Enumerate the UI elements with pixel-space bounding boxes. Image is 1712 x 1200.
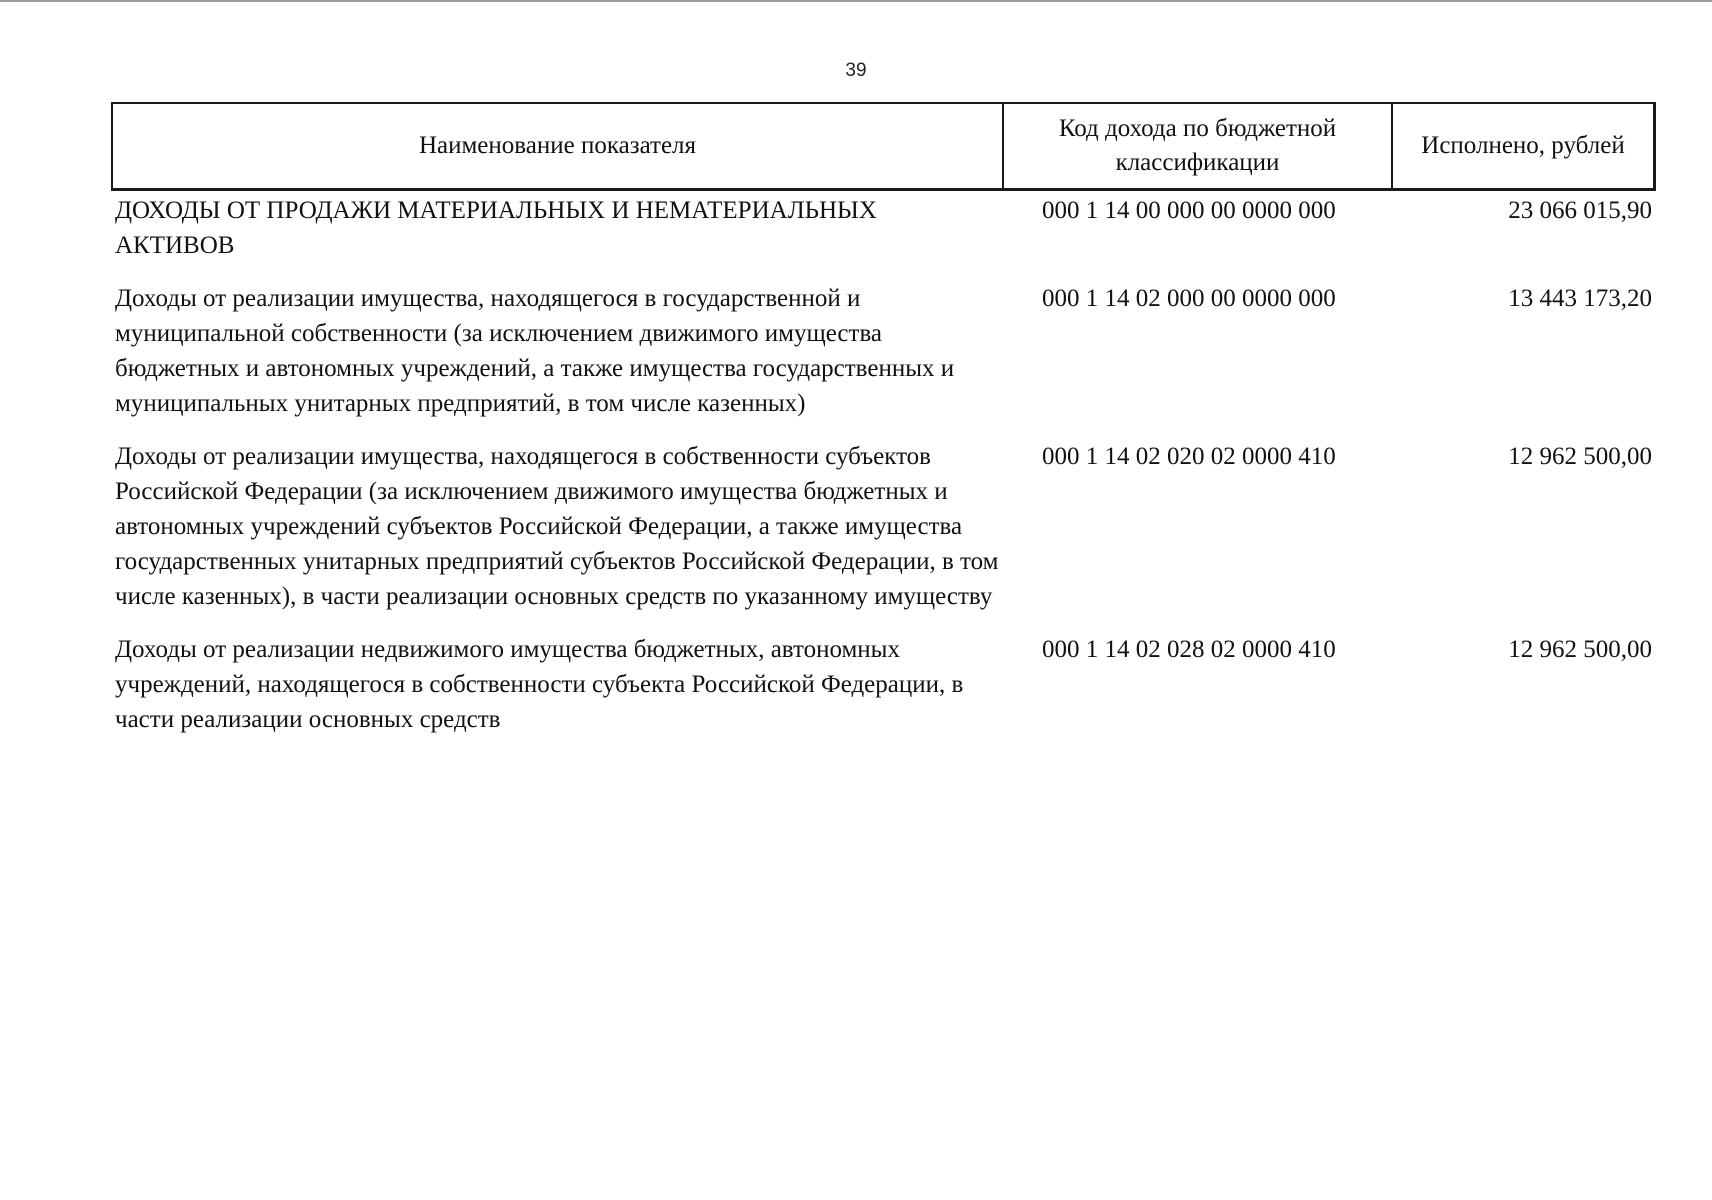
page-top-edge (0, 0, 1712, 2)
row-executed-amount: 23 066 015,90 (1508, 197, 1652, 224)
row-executed-amount: 13 443 173,20 (1508, 285, 1652, 312)
table-header (111, 102, 1656, 191)
table-body (115, 193, 1656, 755)
table-row (115, 439, 1656, 614)
header-budget-code: Код дохода по бюджетной классификации (1004, 104, 1393, 188)
table-row (115, 632, 1656, 737)
row-indicator-name: Доходы от реализации недвижимого имущества бюджетных, автономных учреждений, находящегося в собственности субъекта Российской Федерации, в части реализации основных средств (115, 636, 964, 733)
table-row (115, 193, 1656, 263)
row-indicator-name: Доходы от реализации имущества, находящегося в государственной и муниципальной собственности (за исключением движимого имущества бюджетных и автономных учреждений, а также имущества государственных и муниципальных унитарных предприятий, в том числе казенных) (115, 285, 955, 417)
row-budget-code: 000 1 14 02 028 02 0000 410 (1042, 636, 1336, 663)
row-indicator-name: Доходы от реализации имущества, находящегося в собственности субъектов Российской Федерации (за исключением движимого имущества бюджетных и автономных учреждений субъектов Российской Федерации, а также имущества государственных унитарных предприятий субъектов Российской Федерации, в том числе казенных), в части реализации основных средств по указанному имуществу (115, 443, 999, 610)
row-budget-code: 000 1 14 00 000 00 0000 000 (1042, 197, 1336, 224)
row-budget-code: 000 1 14 02 020 02 0000 410 (1042, 443, 1336, 470)
row-indicator-name: ДОХОДЫ ОТ ПРОДАЖИ МАТЕРИАЛЬНЫХ И НЕМАТЕРИАЛЬНЫХ АКТИВОВ (115, 197, 877, 259)
table-row (115, 281, 1656, 421)
row-budget-code: 000 1 14 02 000 00 0000 000 (1042, 285, 1336, 312)
row-executed-amount: 12 962 500,00 (1508, 443, 1652, 470)
page-number: 39 (845, 60, 867, 81)
header-executed-amount: Исполнено, рублей (1421, 132, 1625, 159)
row-executed-amount: 12 962 500,00 (1508, 636, 1652, 663)
header-indicator-name: Наименование показателя (113, 104, 1004, 188)
